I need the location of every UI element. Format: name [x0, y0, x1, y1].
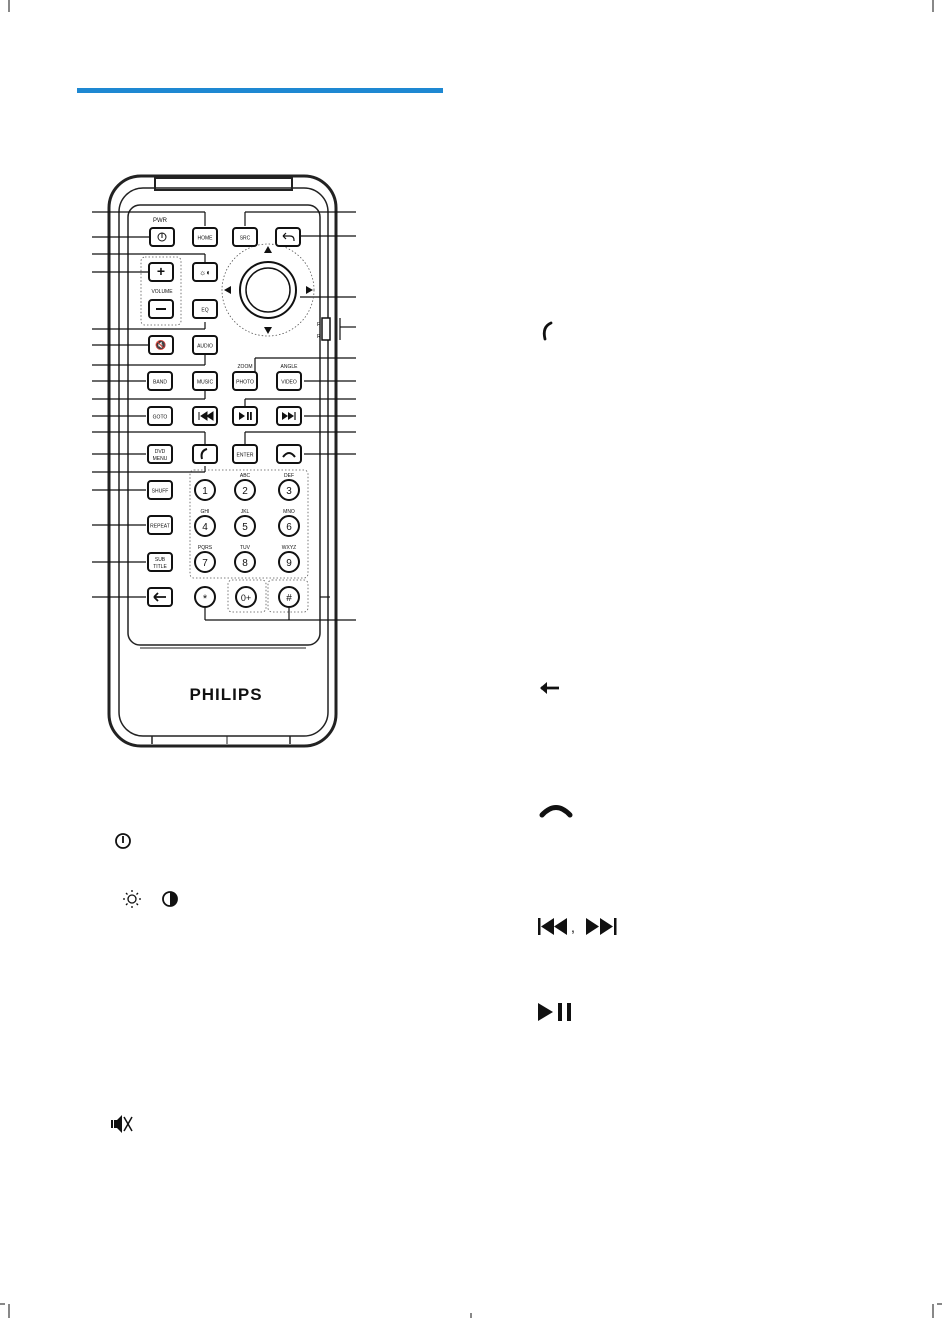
power-button[interactable]: [150, 228, 174, 246]
src-button[interactable]: [233, 228, 257, 246]
key-7[interactable]: [195, 552, 215, 572]
photo-button[interactable]: [233, 372, 257, 390]
volume-up-button[interactable]: [149, 263, 173, 281]
key-hash[interactable]: [279, 587, 299, 607]
back-button[interactable]: [276, 228, 300, 246]
mute-button[interactable]: [149, 336, 173, 354]
svg-text:5: 5: [242, 522, 248, 533]
hangup-icon: [542, 808, 570, 816]
backspace-button[interactable]: [148, 588, 172, 606]
eq-button[interactable]: [193, 300, 217, 318]
svg-text:7: 7: [202, 558, 208, 569]
key-1[interactable]: [195, 480, 215, 500]
svg-text:R: R: [317, 334, 321, 340]
svg-text:SHUFF: SHUFF: [151, 488, 169, 495]
svg-text:MUSIC: MUSIC: [196, 379, 214, 386]
play-pause-button[interactable]: [233, 407, 257, 425]
svg-text:TUV: TUV: [240, 545, 250, 551]
key-6[interactable]: [279, 516, 299, 536]
svg-text:ENTER: ENTER: [236, 452, 254, 459]
svg-text:HOME: HOME: [197, 235, 213, 242]
video-button[interactable]: [277, 372, 301, 390]
svg-text:WXYZ: WXYZ: [281, 545, 297, 551]
svg-text:GHI: GHI: [200, 509, 210, 515]
hangup-button[interactable]: [277, 445, 301, 463]
numeric-keypad: [195, 473, 299, 607]
next-icon: [586, 918, 617, 935]
svg-text:SRC: SRC: [239, 235, 251, 242]
svg-text:VOLUME: VOLUME: [151, 289, 173, 295]
svg-text:ZOOM: ZOOM: [237, 364, 253, 370]
svg-text:GOTO: GOTO: [152, 414, 168, 421]
previous-button[interactable]: [193, 407, 217, 425]
svg-text:🔇: 🔇: [155, 340, 167, 350]
svg-text:DEF: DEF: [284, 473, 294, 479]
svg-text:PHOTO: PHOTO: [236, 379, 254, 386]
svg-text:9: 9: [286, 558, 292, 569]
svg-text:ANGLE: ANGLE: [280, 364, 298, 370]
call-button[interactable]: [193, 445, 217, 463]
remote-body: [109, 176, 336, 746]
key-star[interactable]: [195, 587, 215, 607]
svg-text:,: ,: [571, 919, 575, 935]
key-9[interactable]: [279, 552, 299, 572]
svg-text:*: *: [202, 593, 208, 605]
svg-text:4: 4: [202, 522, 208, 533]
svg-text:F: F: [317, 322, 321, 328]
navigation-wheel[interactable]: [224, 246, 313, 334]
brightness-contrast-button[interactable]: [193, 263, 217, 281]
previous-icon: [538, 918, 567, 935]
next-button[interactable]: [277, 407, 301, 425]
volume-down-button[interactable]: [149, 300, 173, 318]
band-button[interactable]: [148, 372, 172, 390]
svg-text:PWR: PWR: [153, 218, 167, 224]
call-icon: [544, 323, 551, 339]
svg-text:1: 1: [202, 486, 208, 497]
brand-logo: PHILIPS: [189, 685, 263, 704]
fr-switch[interactable]: [317, 318, 330, 340]
svg-text:3: 3: [286, 486, 292, 497]
play-pause-icon: [538, 1003, 571, 1021]
mute-icon: [111, 1115, 132, 1133]
shuffle-button[interactable]: [148, 481, 172, 499]
svg-text:☼◐: ☼◐: [198, 268, 212, 277]
svg-text:TITLE: TITLE: [153, 564, 167, 570]
svg-text:REPEAT: REPEAT: [150, 523, 170, 530]
repeat-button[interactable]: [148, 516, 172, 534]
svg-text:SUB: SUB: [154, 557, 166, 563]
svg-text:JKL: JKL: [240, 509, 250, 515]
svg-text:0+: 0+: [240, 593, 252, 603]
key-5[interactable]: [235, 516, 255, 536]
svg-text:AUDIO: AUDIO: [197, 343, 213, 350]
svg-text:PQRS: PQRS: [197, 545, 213, 551]
svg-text:BAND: BAND: [153, 379, 167, 386]
power-icon: [116, 834, 130, 848]
svg-text:8: 8: [242, 558, 248, 569]
svg-text:+: +: [156, 263, 166, 279]
contrast-icon: [163, 892, 177, 906]
brightness-icon: [123, 890, 141, 908]
svg-text:MENU: MENU: [152, 456, 168, 462]
music-button[interactable]: [193, 372, 217, 390]
subtitle-button[interactable]: [148, 553, 172, 571]
svg-text:DVD: DVD: [154, 449, 166, 455]
svg-text:6: 6: [286, 522, 292, 533]
svg-text:2: 2: [242, 486, 248, 497]
key-2[interactable]: [235, 480, 255, 500]
svg-text:#: #: [286, 593, 292, 604]
svg-text:VIDEO: VIDEO: [281, 379, 297, 386]
key-8[interactable]: [235, 552, 255, 572]
goto-button[interactable]: [148, 407, 172, 425]
home-button[interactable]: [193, 228, 217, 246]
key-4[interactable]: [195, 516, 215, 536]
svg-text:EQ: EQ: [201, 307, 209, 314]
back-arrow-icon: [540, 682, 559, 694]
audio-button[interactable]: [193, 336, 217, 354]
svg-text:ABC: ABC: [239, 473, 251, 479]
svg-text:MNO: MNO: [283, 509, 295, 515]
enter-button[interactable]: [233, 445, 257, 463]
key-3[interactable]: [279, 480, 299, 500]
dvd-menu-button[interactable]: [148, 445, 172, 463]
key-zero[interactable]: [236, 587, 256, 607]
